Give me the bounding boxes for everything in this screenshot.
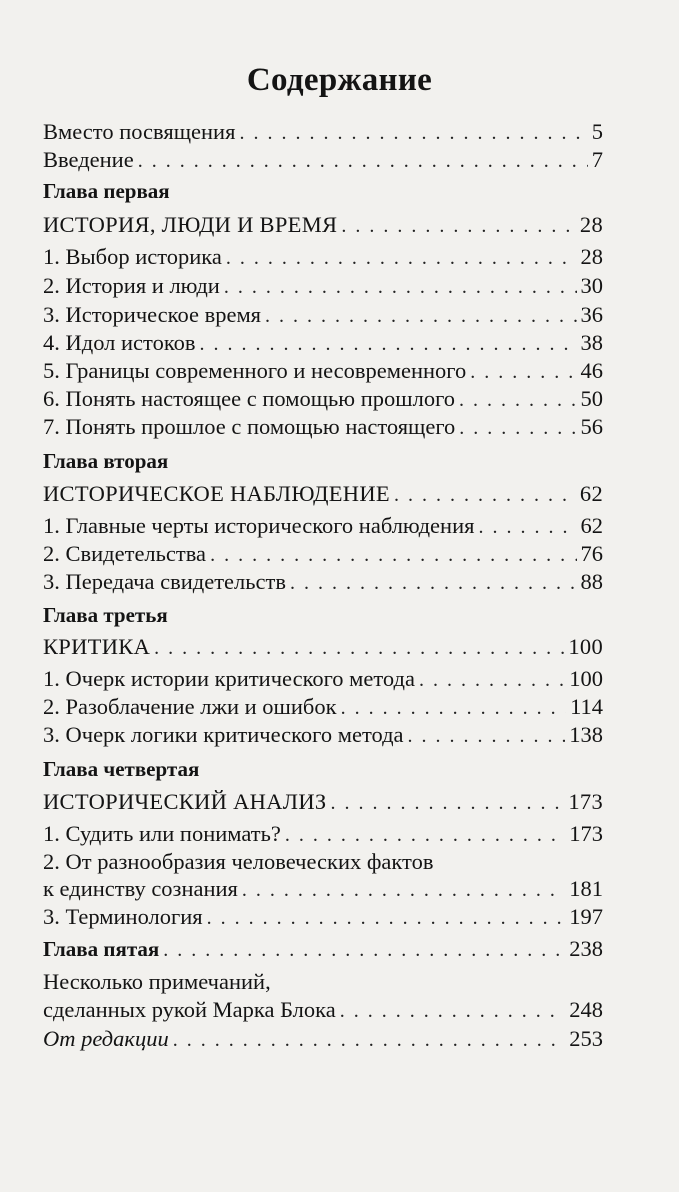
toc-entry-first-line: Несколько примечаний, [43,969,271,994]
toc-entry-title: 2. Свидетельства [43,541,207,566]
toc-entry [43,995,603,1026]
toc-page-number: 5 [591,119,603,144]
toc-entry [43,567,603,598]
toc-entry-title: ИСТОРИЯ, ЛЮДИ И ВРЕМЯ [43,212,338,237]
dot-leader [242,875,565,905]
chapter-heading: Глава четвертая [43,757,200,781]
toc-entry-first-line: 2. От разнообразия человеческих фактов [43,849,434,874]
toc-entry-title: 3. Терминология [43,904,203,929]
toc-page-number: 7 [591,147,603,172]
dot-leader [285,820,565,850]
toc-entry [43,874,603,905]
toc-entry [43,242,603,273]
dot-leader [265,301,576,331]
dot-leader [163,935,565,965]
toc-entry [43,902,603,933]
toc-entry [43,356,603,387]
toc-entry [43,479,603,510]
toc-entry [43,1024,603,1055]
toc-entry-title: От редакции [43,1026,169,1051]
toc-page-number: 238 [569,936,603,961]
toc-entry [43,819,603,850]
toc-entry-title: Введение [43,147,134,172]
toc-page-number: 173 [568,789,603,814]
toc-entry-title: 1. Выбор историка [43,244,222,269]
toc-page-number: 248 [569,997,603,1022]
dot-leader [199,329,576,359]
dot-leader [207,903,566,933]
chapter-entry [43,934,603,965]
dot-leader [210,540,576,570]
toc-entry [43,145,603,176]
toc-entry [43,692,603,723]
toc-page-number: 28 [579,212,603,237]
toc-page-number: 36 [580,302,603,327]
toc-entry [43,412,603,443]
page-title: Содержание [246,62,433,98]
chapter-heading: Глава вторая [43,449,169,473]
toc-entry-title: 3. Историческое время [43,302,262,327]
toc-entry [43,384,603,415]
dot-leader [419,665,565,695]
toc-page-number: 138 [569,722,603,747]
toc-entry-title: 1. Очерк истории критического метода [43,666,415,691]
toc-page-number: 173 [569,821,603,846]
dot-leader [341,693,567,723]
toc-page-number: 38 [580,330,603,355]
toc-page-number: 46 [580,358,603,383]
toc-entry [43,328,603,359]
toc-entry-title: Вместо посвящения [43,119,236,144]
toc-entry [43,300,603,331]
toc-entry-title: 3. Очерк логики критического метода [43,722,404,747]
dot-leader [394,480,576,510]
chapter-heading: Глава первая [43,179,170,203]
dot-leader [173,1025,566,1055]
toc-entry-title: 2. История и люди [43,273,220,298]
toc-entry-title: 5. Границы современного и несовременного [43,358,467,383]
dot-leader [459,385,577,415]
toc-page-number: 62 [580,513,603,538]
toc-entry [43,117,603,148]
toc-entry-title: 2. Разоблачение лжи и ошибок [43,694,337,719]
toc-entry-title: 7. Понять прошлое с помощью настоящего [43,414,456,439]
toc-entry [43,632,603,663]
toc-entry [43,271,603,302]
toc-page-number: 253 [569,1026,603,1051]
toc-entry-title: 6. Понять настоящее с помощью прошлого [43,386,455,411]
dot-leader [341,211,576,241]
dot-leader [154,633,564,663]
toc-entry [43,720,603,751]
toc-entry-title: КРИТИКА [43,634,151,659]
dot-leader [224,272,577,302]
dot-leader [226,243,577,273]
toc-entry-title: 4. Идол истоков [43,330,196,355]
toc-entry-title: 1. Судить или понимать? [43,821,281,846]
dot-leader [459,413,576,443]
dot-leader [330,788,564,818]
dot-leader [290,568,577,598]
toc-entry-title: 3. Передача свидетельств [43,569,286,594]
dot-leader [478,512,576,542]
dot-leader [138,146,588,176]
toc-page-number: 62 [579,481,603,506]
toc-entry-title: 1. Главные черты исторического наблюдения [43,513,475,538]
chapter-heading: Глава третья [43,603,168,627]
toc-page-number: 30 [580,273,603,298]
toc-entry [43,787,603,818]
toc-entry-title: сделанных рукой Марка Блока [43,997,336,1022]
toc-page-number: 88 [580,569,603,594]
dot-leader [340,996,566,1026]
toc-page-number: 114 [570,694,603,719]
toc-page-number: 50 [580,386,603,411]
dot-leader [408,721,566,751]
dot-leader [239,118,587,148]
toc-entry [43,210,603,241]
toc-page-number: 28 [580,244,603,269]
toc-entry [43,511,603,542]
toc-page-number: 76 [580,541,603,566]
toc-entry-title: ИСТОРИЧЕСКОЕ НАБЛЮДЕНИЕ [43,481,390,506]
dot-leader [470,357,576,387]
toc-page-number: 100 [569,666,603,691]
toc-page-number: 100 [568,634,603,659]
toc-entry [43,539,603,570]
toc-entry-title: ИСТОРИЧЕСКИЙ АНАЛИЗ [43,789,327,814]
toc-entry [43,664,603,695]
toc-entry-title: к единству сознания [43,876,238,901]
toc-page-number: 181 [569,876,603,901]
chapter-heading: Глава пятая [43,937,160,961]
toc-page-number: 197 [569,904,603,929]
toc-page-number: 56 [580,414,603,439]
